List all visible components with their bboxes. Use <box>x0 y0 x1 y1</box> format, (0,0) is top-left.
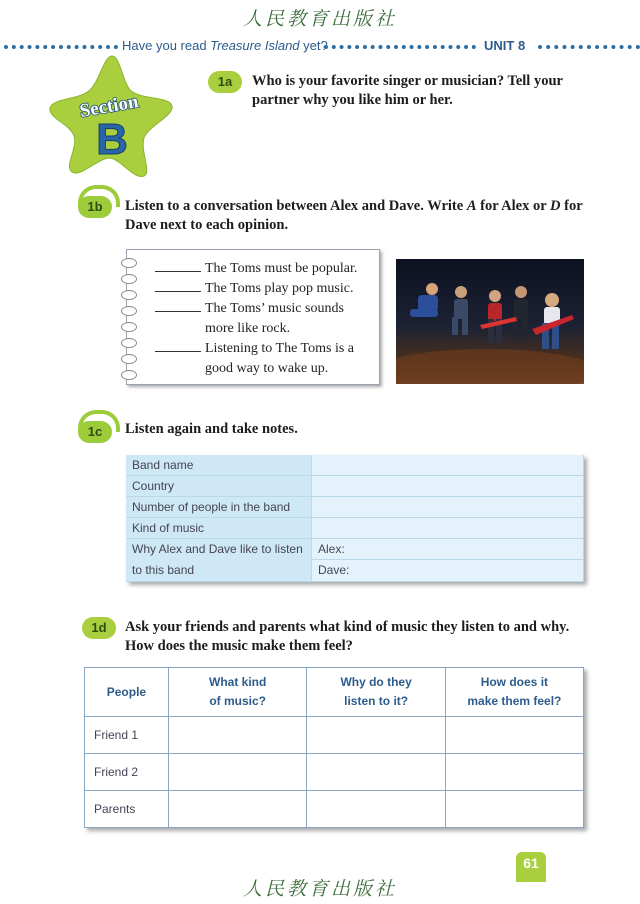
spiral-ring <box>121 370 137 380</box>
survey-row-label: Parents <box>85 791 169 828</box>
survey-cell[interactable] <box>445 717 583 754</box>
notes-answer-cell[interactable] <box>312 518 584 539</box>
unit-label: UNIT 8 <box>484 38 526 53</box>
notes-answer-cell[interactable] <box>312 497 584 518</box>
survey-cell[interactable] <box>445 791 583 828</box>
notes-row-label: Band name <box>126 455 312 476</box>
spiral-ring <box>121 354 137 364</box>
spiral-ring <box>121 322 137 332</box>
header-why: Why do they listen to it? <box>307 668 445 717</box>
header-dots-left <box>4 45 118 49</box>
activity-1a-badge: 1a <box>208 71 242 93</box>
running-header: Have you read Treasure Island yet? <box>122 38 328 53</box>
table-row <box>85 717 584 754</box>
survey-cell[interactable] <box>307 791 445 828</box>
survey-row-label: Friend 2 <box>85 754 169 791</box>
opinion-line-cont: more like rock. <box>205 321 291 336</box>
survey-cell[interactable] <box>168 754 307 791</box>
survey-table <box>84 667 584 828</box>
opinion-line: Listening to The Toms is a <box>155 339 354 359</box>
table-row <box>126 497 584 518</box>
spiral-ring <box>121 290 137 300</box>
opinion-line: The Toms must be popular. <box>155 259 357 279</box>
header-dots-mid <box>324 45 476 49</box>
survey-cell[interactable] <box>307 754 445 791</box>
table-row <box>85 754 584 791</box>
spiral-ring <box>121 258 137 268</box>
band-photo <box>396 259 584 384</box>
notes-answer-cell[interactable] <box>312 455 584 476</box>
header-feel: How does it make them feel? <box>445 668 583 717</box>
activity-1d-instruction: Ask your friends and parents what kind of music they listen to and why. How does the music make them feel? <box>125 619 570 654</box>
publisher-logo-bottom: 人民教育出版社 <box>242 878 397 900</box>
table-row <box>85 791 584 828</box>
section-letter: B <box>96 115 128 164</box>
publisher-logo-top: 人民教育出版社 <box>242 8 397 30</box>
activity-1c-instruction: Listen again and take notes. <box>125 421 298 437</box>
notes-answer-cell[interactable] <box>312 539 584 582</box>
notes-answer-cell[interactable] <box>312 476 584 497</box>
opinion-line-cont: good way to wake up. <box>205 361 329 376</box>
answer-blank[interactable] <box>155 291 201 292</box>
answer-blank[interactable] <box>155 311 201 312</box>
opinion-line: The Toms play pop music. <box>155 279 353 299</box>
table-row <box>126 539 584 582</box>
table-header-row <box>85 668 584 717</box>
spiral-ring <box>121 338 137 348</box>
table-row <box>126 455 584 476</box>
activity-1c-badge: 1c <box>78 421 112 443</box>
notes-table <box>126 455 584 582</box>
notes-row-label: Why Alex and Dave like to listen to this band <box>126 539 312 582</box>
section-word: Section <box>78 91 140 123</box>
table-row <box>126 476 584 497</box>
notes-row-label: Country <box>126 476 312 497</box>
spiral-ring <box>121 274 137 284</box>
answer-blank[interactable] <box>155 271 201 272</box>
header-dots-right <box>538 45 640 49</box>
notes-row-label: Number of people in the band <box>126 497 312 518</box>
opinion-line: The Toms’ music sounds <box>155 299 344 319</box>
activity-1d-badge: 1d <box>82 617 116 639</box>
spiral-ring <box>121 306 137 316</box>
survey-cell[interactable] <box>445 754 583 791</box>
header-people: People <box>85 668 169 717</box>
survey-cell[interactable] <box>168 717 307 754</box>
opinion-notepad <box>126 249 380 385</box>
page-number: 61 <box>516 852 546 882</box>
alex-field[interactable]: Alex: <box>312 539 583 560</box>
survey-cell[interactable] <box>168 791 307 828</box>
section-star-icon <box>48 52 174 180</box>
header-kind: What kind of music? <box>168 668 307 717</box>
answer-blank[interactable] <box>155 351 201 352</box>
dave-field[interactable]: Dave: <box>318 563 350 577</box>
notes-row-label: Kind of music <box>126 518 312 539</box>
activity-1b-badge: 1b <box>78 196 112 218</box>
survey-cell[interactable] <box>307 717 445 754</box>
activity-1b-instruction: Listen to a conversation between Alex and Dave. Write A for Alex or D for Dave next to each opinion. <box>125 198 583 233</box>
survey-row-label: Friend 1 <box>85 717 169 754</box>
activity-1a-instruction: Who is your favorite singer or musician? Tell your partner why you like him or her. <box>252 73 563 108</box>
table-row <box>126 518 584 539</box>
